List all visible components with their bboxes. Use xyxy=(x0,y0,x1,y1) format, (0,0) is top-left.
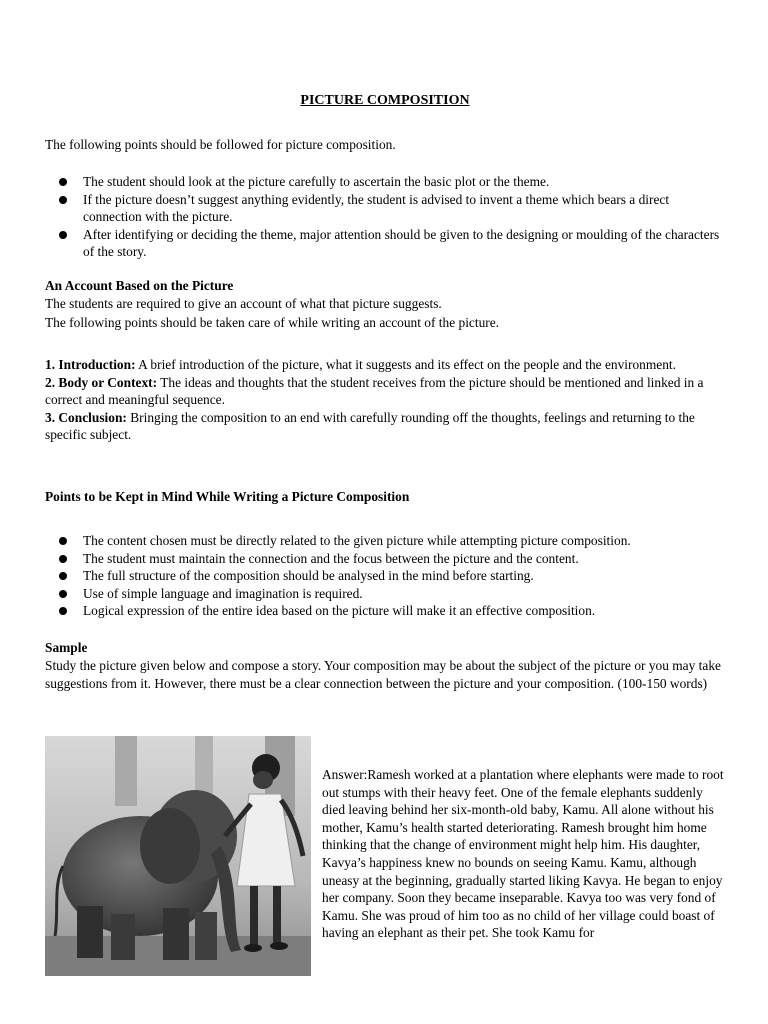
guideline-item: The student should look at the picture carefully to ascertain the basic plot or the theme. xyxy=(45,173,725,191)
account-line-2: The following points should be taken care of while writing an account of the picture. xyxy=(45,315,500,330)
mind-item: The content chosen must be directly related to the given picture while attempting picture composition. xyxy=(45,532,725,550)
guideline-list xyxy=(45,173,725,261)
bullet-icon xyxy=(59,590,67,598)
structure-item-conclusion: 3. Conclusion: Bringing the composition to an end with carefully rounding off the thoughts, feelings and returning to the specific subject. xyxy=(45,409,695,443)
guideline-item: After identifying or deciding the theme, major attention should be given to the designing or moulding of the characters of the story. xyxy=(45,226,725,261)
account-heading: An Account Based on the Picture xyxy=(45,278,234,293)
structure-section xyxy=(45,356,725,444)
bullet-icon xyxy=(59,196,67,204)
mind-heading: Points to be Kept in Mind While Writing a Picture Composition xyxy=(45,489,410,504)
bullet-icon xyxy=(59,231,67,239)
sample-prompt: Study the picture given below and compose a story. Your composition may be about the subject of the picture or you may take suggestions from it. However, there must be a clear connection between the picture and your composition. (100-150 words) xyxy=(45,658,721,691)
structure-item-body: 2. Body or Context: The ideas and thoughts that the student receives from the picture should be mentioned and linked in a correct and meaningful sequence. xyxy=(45,374,704,408)
bullet-icon xyxy=(59,537,67,545)
sample-heading: Sample xyxy=(45,640,88,655)
mind-item: The student must maintain the connection and the focus between the picture and the content. xyxy=(45,550,725,568)
bullet-icon xyxy=(59,572,67,580)
page-title: PICTURE COMPOSITION xyxy=(300,93,470,108)
mind-item: Use of simple language and imagination is required. xyxy=(45,585,725,603)
structure-item-introduction: 1. Introduction: A brief introduction of the picture, what it suggests and its effect on the people and the environment. xyxy=(45,357,676,372)
elephant-child-photo xyxy=(45,736,311,976)
account-line-1: The students are required to give an account of what that picture suggests. xyxy=(45,296,442,311)
mind-item: Logical expression of the entire idea based on the picture will make it an effective composition. xyxy=(45,602,725,620)
bullet-icon xyxy=(59,178,67,186)
mind-list xyxy=(45,532,725,620)
sample-answer: Answer:Ramesh worked at a plantation where elephants were made to root out stumps with their heavy feet. One of the female elephants suddenly died leaving behind her six-month-old baby, Kamu. All alone without his mother, Kamu’s health started deteriorating. Ramesh brought him home thinking that the change of environment might help him. His daughter, Kavya’s happiness knew no bounds on seeing Kamu. Kamu, although uneasy at the beginning, gradually started liking Kavya. He began to enjoy her company. Soon they became inseparable. Kavya too was very fond of Kamu. She was proud of him too as no child of her village could boast of having an elephant as their pet. She took Kamu for xyxy=(322,767,724,941)
bullet-icon xyxy=(59,607,67,615)
mind-item: The full structure of the composition should be analysed in the mind before starting. xyxy=(45,567,725,585)
intro-text: The following points should be followed for picture composition. xyxy=(45,137,396,152)
guideline-item: If the picture doesn’t suggest anything evidently, the student is advised to invent a theme which bears a direct connection with the picture. xyxy=(45,191,725,226)
bullet-icon xyxy=(59,555,67,563)
